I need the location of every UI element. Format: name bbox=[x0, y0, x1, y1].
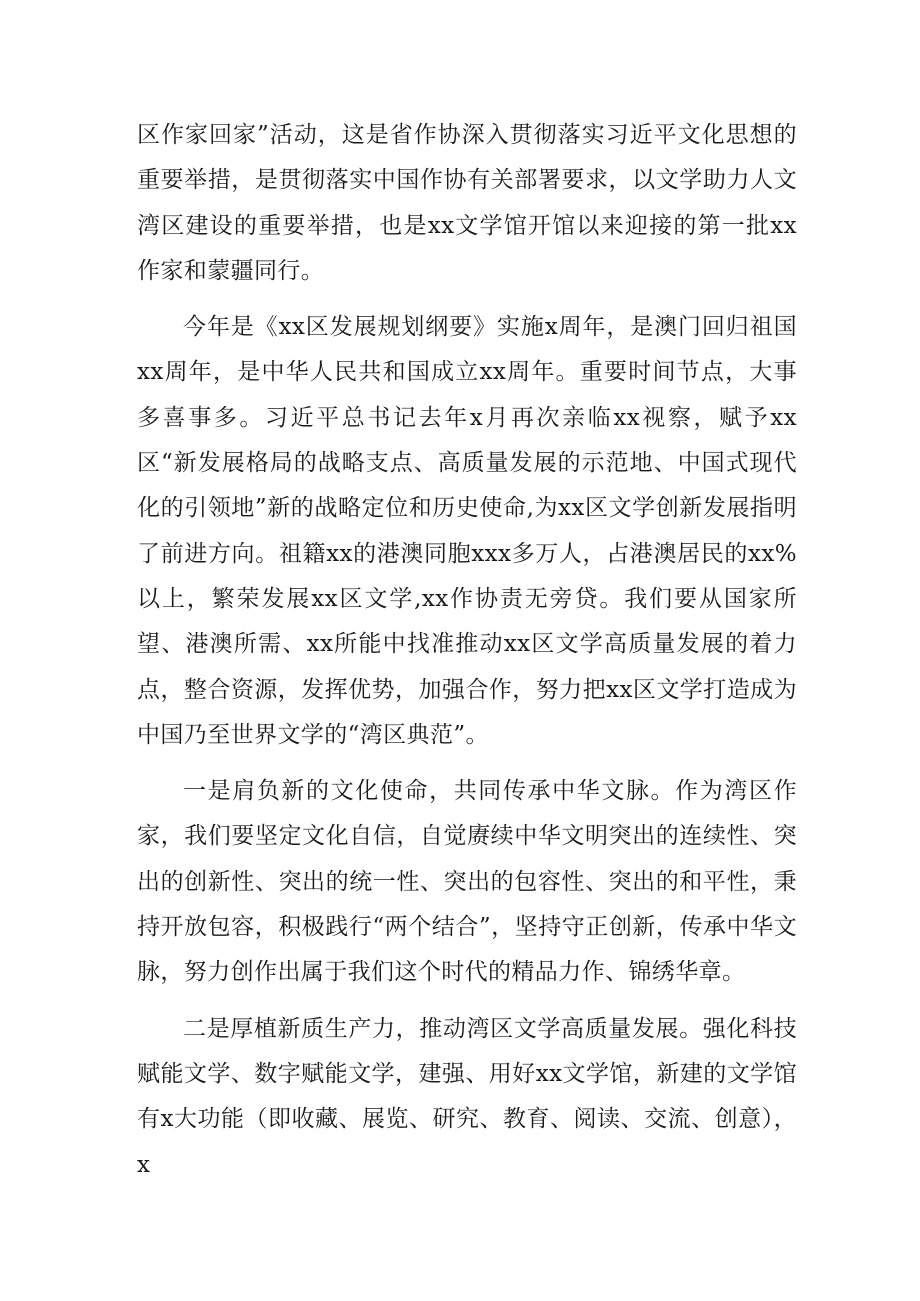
paragraph-2: 今年是《xx区发展规划纲要》实施x周年，是澳门回归祖国xx周年，是中华人民共和国成立xx周年。重要时间节点，大事多喜事多。习近平总书记去年x月再次亲临xx视察，赋予xx区“新发展格局的战略支点、高质量发展的示范地、中国式现代化的引领地”新的战略定位和历史使命,为xx区文学创新发展指明了前进方向。祖籍xx的港澳同胞xxx多万人，占港澳居民的xx%以上，繁荣发展xx区文学,xx作协责无旁贷。我们要从国家所望、港澳所需、xx所能中找准推动xx区文学高质量发展的着力点，整合资源，发挥优势，加强合作，努力把xx区文学打造成为中国乃至世界文学的“湾区典范”。 bbox=[137, 314, 797, 748]
paragraph-4: 二是厚植新质生产力，推动湾区文学高质量发展。强化科技赋能文学、数字赋能文学，建强、用好xx文学馆，新建的文学馆有x大功能（即收藏、展览、研究、教育、阅读、交流、创意），x bbox=[137, 1015, 797, 1178]
paragraph-3: 一是肩负新的文化使命，共同传承中华文脉。作为湾区作家，我们要坚定文化自信，自觉赓续中华文明突出的连续性、突出的创新性、突出的统一性、突出的包容性、突出的和平性，秉持开放包容，积极践行“两个结合”，坚持守正创新，传承中华文脉，努力创作出属于我们这个时代的精品力作、锦绣华章。 bbox=[137, 778, 797, 986]
document-body bbox=[137, 113, 797, 1199]
paragraph-1: 区作家回家”活动，这是省作协深入贯彻落实习近平文化思想的重要举措，是贯彻落实中国作协有关部署要求，以文学助力人文湾区建设的重要举措，也是xx文学馆开馆以来迎接的第一批xx作家和蒙疆同行。 bbox=[137, 122, 797, 284]
